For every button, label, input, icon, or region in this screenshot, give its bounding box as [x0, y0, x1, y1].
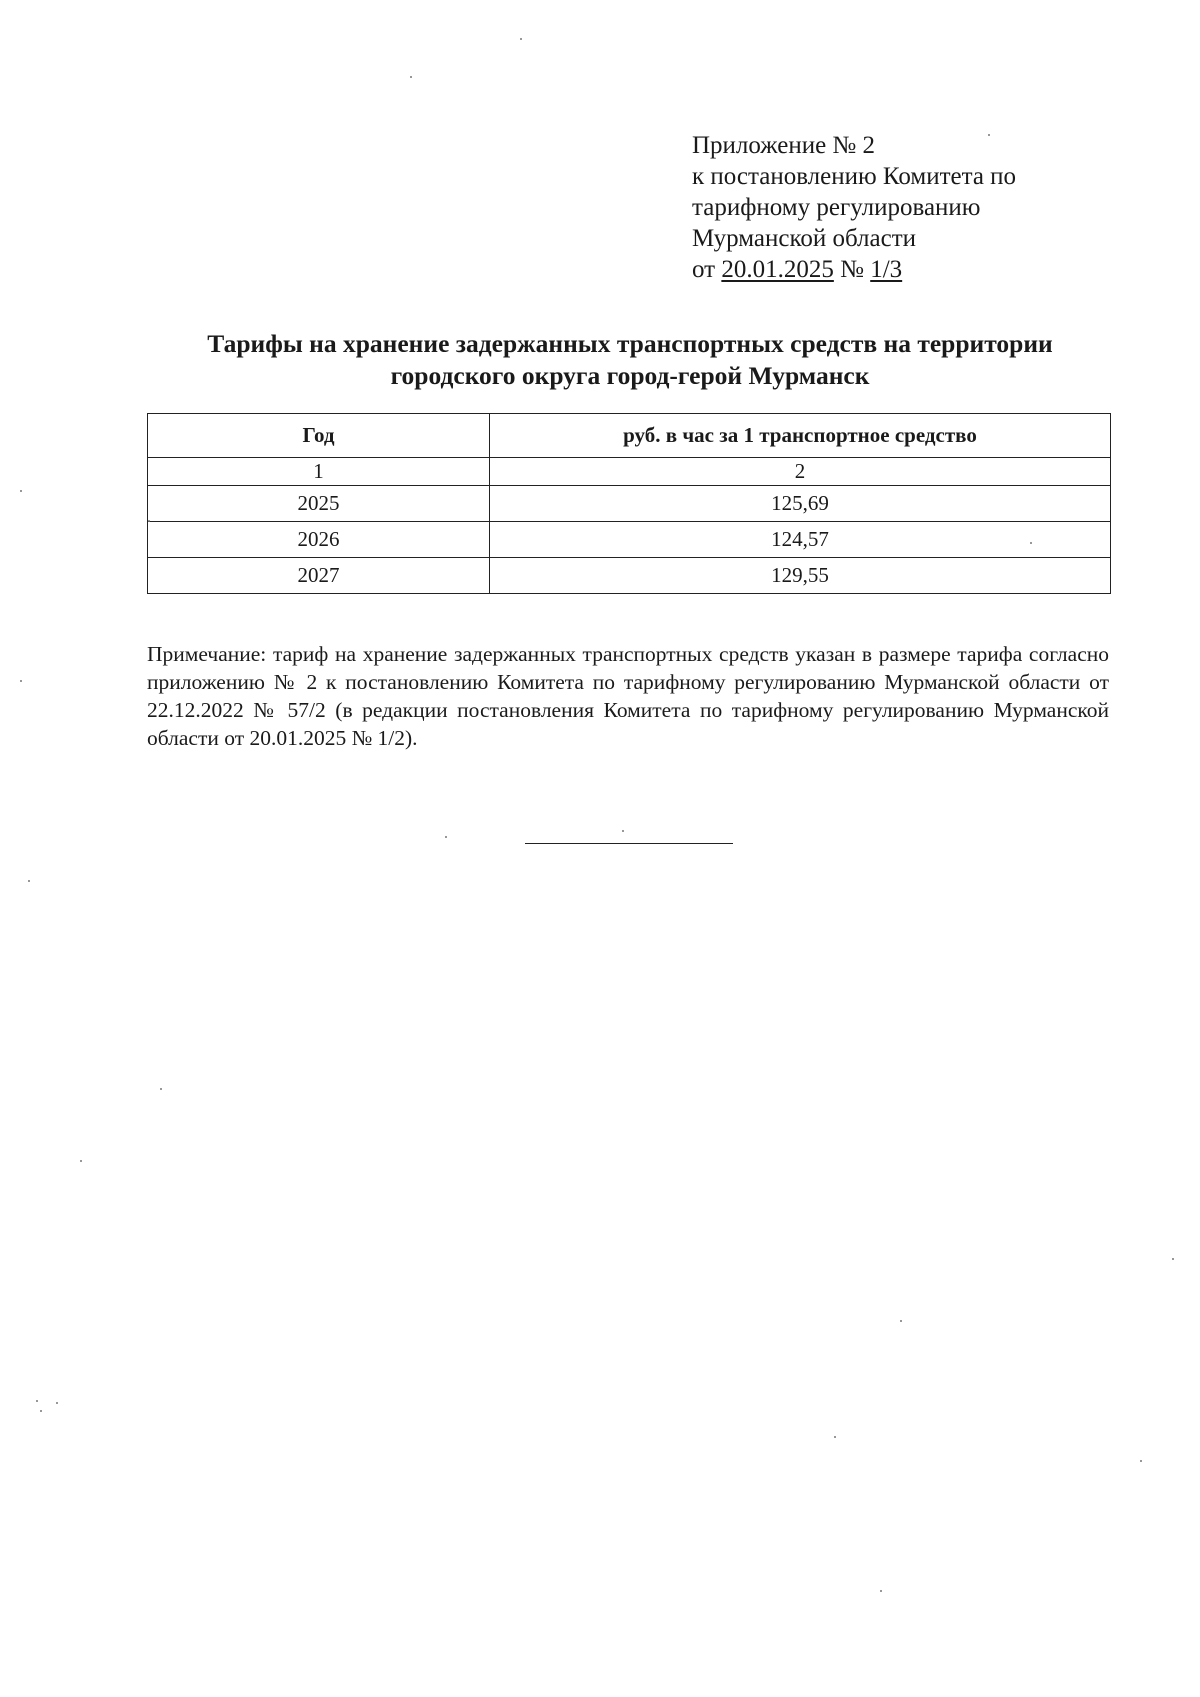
scan-speck — [80, 1160, 82, 1162]
closing-separator-line — [525, 843, 733, 844]
number-sign: № — [840, 256, 864, 283]
row-year: 2027 — [148, 558, 490, 594]
appendix-header — [692, 130, 1016, 285]
scan-speck — [36, 1400, 38, 1402]
scan-speck — [445, 836, 447, 838]
scan-speck — [148, 520, 150, 522]
scan-speck — [622, 830, 624, 832]
table-row — [148, 522, 1111, 558]
scan-speck — [880, 1590, 882, 1592]
scan-speck — [1140, 1460, 1142, 1462]
tariff-table — [147, 413, 1111, 594]
row-rate: 124,57 — [490, 522, 1111, 558]
row-rate: 129,55 — [490, 558, 1111, 594]
scan-speck — [40, 1410, 42, 1412]
resolution-date: 20.01.2025 — [721, 256, 834, 283]
appendix-region-line: Мурманской области — [692, 225, 917, 252]
row-year: 2026 — [148, 522, 490, 558]
column-number-2: 2 — [490, 458, 1111, 486]
appendix-resolution-line: к постановлению Комитета по — [692, 163, 1017, 190]
scan-speck — [410, 76, 412, 78]
column-number-row — [148, 458, 1111, 486]
scan-speck — [834, 1436, 836, 1438]
scan-speck — [160, 1088, 162, 1090]
table-row — [148, 486, 1111, 522]
note-paragraph: Примечание: тариф на хранение задержанных транспортных средств указан в размере тарифа согласно приложению № 2 к постановлению Комитета по тарифному регулированию Мурманской области от 22.12.2022 № 57/2 (в редакции постановления Комитета по тарифному регулированию Мурманской области от 20.01.2025 № 1/2). — [147, 642, 1109, 750]
table-row — [148, 558, 1111, 594]
appendix-number: Приложение № 2 — [692, 132, 876, 159]
date-prefix: от — [692, 256, 716, 283]
scan-speck — [900, 1320, 902, 1322]
scan-speck — [1172, 1258, 1174, 1260]
scan-speck — [20, 680, 22, 682]
header-rate: руб. в час за 1 транспортное средство — [490, 414, 1111, 458]
document-title — [140, 328, 1120, 392]
scan-speck — [28, 880, 30, 882]
scan-speck — [988, 134, 990, 136]
title-line-1: Тарифы на хранение задержанных транспортных средств на территории — [207, 329, 1053, 358]
appendix-date-line — [692, 254, 1016, 285]
table-header-row — [148, 414, 1111, 458]
appendix-committee-line: тарифному регулированию — [692, 194, 981, 221]
row-year: 2025 — [148, 486, 490, 522]
resolution-number: 1/3 — [870, 256, 903, 283]
scan-speck — [56, 1402, 58, 1404]
scan-speck — [520, 38, 522, 40]
header-year: Год — [148, 414, 490, 458]
title-line-2: городского округа город-герой Мурманск — [390, 361, 870, 390]
scan-speck — [20, 490, 22, 492]
column-number-1: 1 — [148, 458, 490, 486]
scan-speck — [1030, 542, 1032, 544]
row-rate: 125,69 — [490, 486, 1111, 522]
